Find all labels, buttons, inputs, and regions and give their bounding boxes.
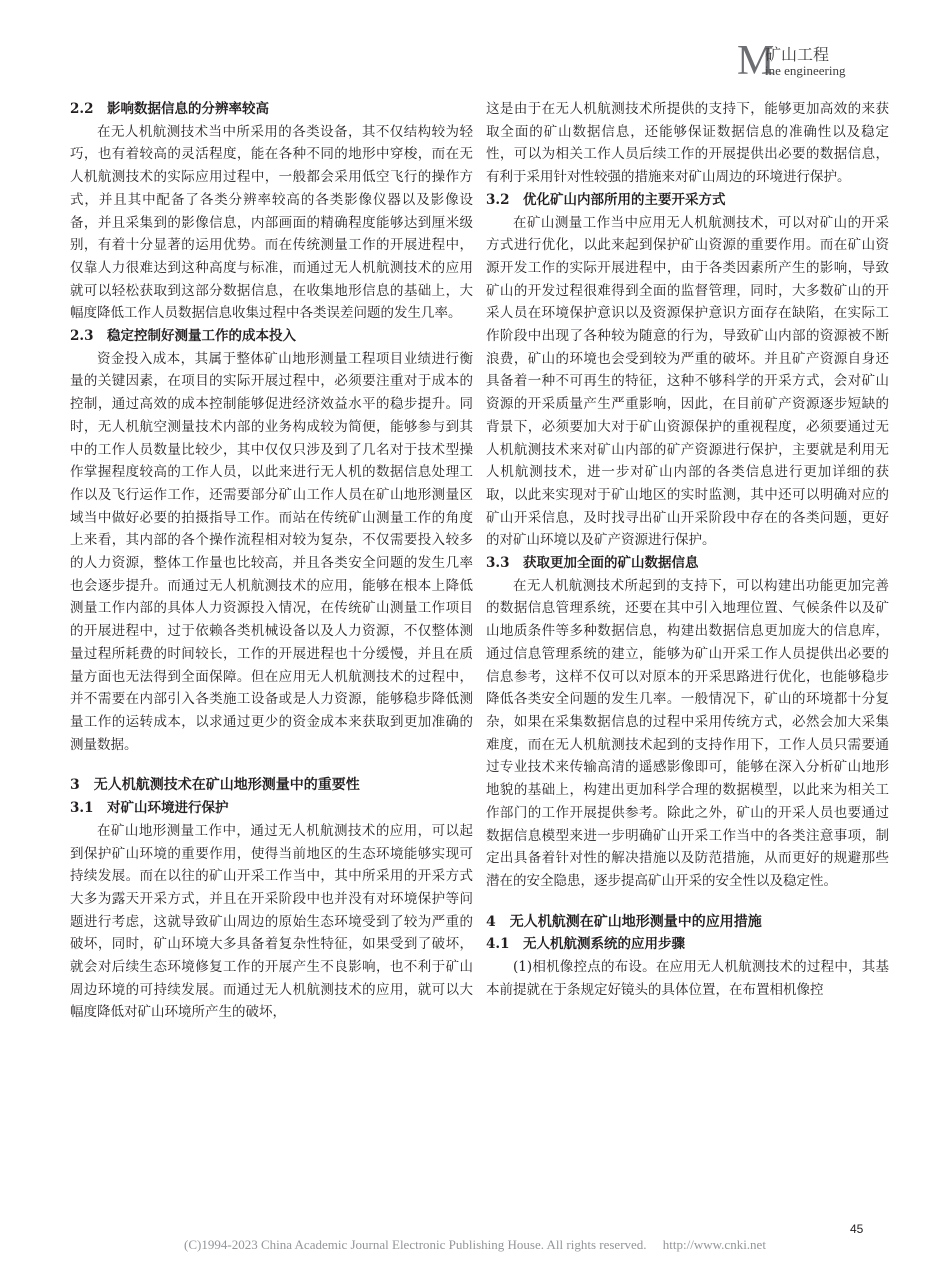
page-number: 45: [850, 1222, 864, 1236]
paragraph: 在矿山测量工作当中应用无人机航测技术，可以对矿山的开采方式进行优化，以此来起到保护矿山资源的重要作用。而在矿山资源开发工作的实际开展进程中，由于各类因素所产生的影响，导致矿山的开发过程很难得到全面的监督管理，同时，大多数矿山的开采人员在环境保护意识以及资源保护意识方面存在缺陷，在实际工作阶段中出现了各种较为随意的行为，导致矿山内部的资源被不断浪费，矿山的环境也会受到较为严重的破坏。并且矿产资源自身还具备着一种不可再生的特征，这种不够科学的开采方式，会对矿山资源的开采质量产生严重影响，因此，在目前矿产资源逐步短缺的背景下，必须要加大对于矿山资源保护的重视程度，必须要通过无人机航测技术来对矿山内部的矿产资源进行保护，主要就是利用无人机航测技术，进一步对矿山内部的各类信息进行更加详细的获取，以此来实现对于矿山地区的实时监测，其中还可以明确对应的矿山开采信息，及时找寻出矿山开采阶段中存在的各类问题，更好的对矿山环境以及矿产资源进行保护。: [486, 214, 889, 549]
paragraph: 在无人机航测技术所起到的支持下，可以构建出功能更加完善的数据信息管理系统，还要在其中引入地理位置、气候条件以及矿山地质条件等多种数据信息，构建出数据信息更加庞大的信息库，通过信息管理系统的建立，能够为矿山开采工作人员提供出必要的信息参考，这样不仅可以对原本的开采思路进行优化，也能够稳步降低各类安全问题的发生几率。一般情况下，矿山的环境都十分复杂，如果在采集数据信息的过程中采用传统方式，必然会加大采集难度，而在无人机航测技术起到的支持作用下，工作人员只需要通过专业技术来传输高清的遥感影像即可，能够在深入分析矿山地形地貌的基础上，构建出更加科学合理的数据模型，以此来为相关工作部门的工作开展提供参考。除此之外，矿山的开采人员也要通过数据信息模型来进一步明确矿山开采工作当中的各类注意事项，制定出具备着针对性的解决措施以及防范措施，从而更好的规避那些潜在的安全隐患，逐步提高矿山开采的安全性以及稳定性。: [486, 577, 889, 889]
paragraph: (1)相机像控点的布设。在应用无人机航测技术的过程中，其基本前提就在于条规定好镜头的具体位置，在布置相机像控: [486, 959, 889, 998]
subsection-heading: 3.2 优化矿山内部所用的主要开采方式: [486, 191, 726, 208]
section-heading: 3 无人机航测技术在矿山地形测量中的重要性: [70, 777, 360, 794]
subsection-heading: 4.1 无人机航测系统的应用步骤: [486, 936, 685, 953]
journal-title-en: ine engineering: [765, 63, 846, 78]
journal-logo: [737, 38, 897, 86]
paragraph-continued: 这是由于在无人机航测技术所提供的支持下，能够更加高效的来获取全面的矿山数据信息，还能够保证数据信息的准确性以及稳定性，可以为相关工作人员后续工作的开展提供出必要的数据信息，有利于采用针对性较强的措施来对矿山周边的环境进行保护。: [486, 101, 889, 186]
paragraph: 资金投入成本，其属于整体矿山地形测量工程项目业绩进行衡量的关键因素，在项目的实际开展过程中，必须要注重对于成本的控制，通过高效的成本控制能够促进经济效益水平的稳步提升。同时，无人机航空测量技术内部的业务构成较为简便，能够参与到其中的工作人员数量比较少，其中仅仅只涉及到了几名对于技术型操作掌握程度较高的工作人员，以此来进行无人机的数据信息处理工作以及飞行运作工作，还需要部分矿山工作人员在矿山地形测量区域当中做好必要的拍摄指导工作。而站在传统矿山测量工作的角度上来看，其内部的各个操作流程相对较为复杂，不仅需要投入较多的人力资源，整体工作量也比较高，并且各类安全问题的发生几率也会逐步提升。而通过无人机航测技术的应用，能够在根本上降低测量工作内部的具体人力资源投入情况，在传统矿山测量工作项目的开展进程中，过于依赖各类机械设备以及人力资源，不仅整体测量过程所耗费的时间较长，工作的开展进程也十分缓慢，并且在质量方面也无法得到全面保障。但在应用无人机航测技术的过程中，并不需要在内部引入各类施工设备或是人力资源，能够稳步降低测量工作的运转成本，以求通过更少的资金成本来获取到更加准确的测量数据。: [70, 350, 473, 753]
right-column: [486, 98, 889, 1001]
paragraph: 在矿山地形测量工作中，通过无人机航测技术的应用，可以起到保护矿山环境的重要作用，使得当前地区的生态环境能够实现可持续发展。而在以往的矿山开采工作当中，其中所采用的开采方式大多为露天开采方式，并且在开采阶段中也并没有对环境保护等问题进行考虑，这就导致矿山周边的原始生态环境受到了较为严重的破坏，同时，矿山环境大多具备着复杂性特征，如果受到了破坏，就会对后续生态环境修复工作的开展产生不良影响，也不利于矿山周边环境的可持续发展。而通过无人机航测技术的应用，就可以大幅度降低对矿山环境所产生的破坏，: [70, 822, 473, 1021]
subsection-heading: 2.2 影响数据信息的分辨率较高: [70, 101, 269, 117]
section-heading: 4 无人机航测在矿山地形测量中的应用措施: [486, 913, 762, 930]
left-column: [70, 98, 473, 1024]
logo-letter: M: [737, 38, 775, 84]
paragraph: 在无人机航测技术当中所采用的各类设备，其不仅结构较为轻巧，也有着较高的灵活程度，能在各种不同的地形中穿梭，而在无人机航测技术的实际应用过程中，一般都会采用低空飞行的操作方式，并且其中配备了各类分辨率较高的各类影像仪器以及影像设备，并且采集到的影像信息，内部画面的精确程度能够达到厘米级别，有着十分显著的运用优势。而在传统测量工作的开展进程中，仅靠人力很难达到这种高度与标准，而通过无人机航测技术的应用就可以轻松获取到这部分数据信息，在收集地形信息的基础上，大幅度降低工作人员数据信息收集过程中各类误差问题的发生几率。: [70, 123, 473, 322]
subsection-heading: 3.1 对矿山环境进行保护: [70, 800, 229, 817]
copyright-notice: (C)1994-2023 China Academic Journal Electronic Publishing House. All rights reserved. http://www.cnki.net: [184, 1237, 766, 1252]
journal-title-cn: 矿山工程: [765, 45, 830, 64]
subsection-heading: 3.3 获取更加全面的矿山数据信息: [486, 555, 699, 572]
subsection-heading: 2.3 稳定控制好测量工作的成本投入: [70, 328, 296, 345]
